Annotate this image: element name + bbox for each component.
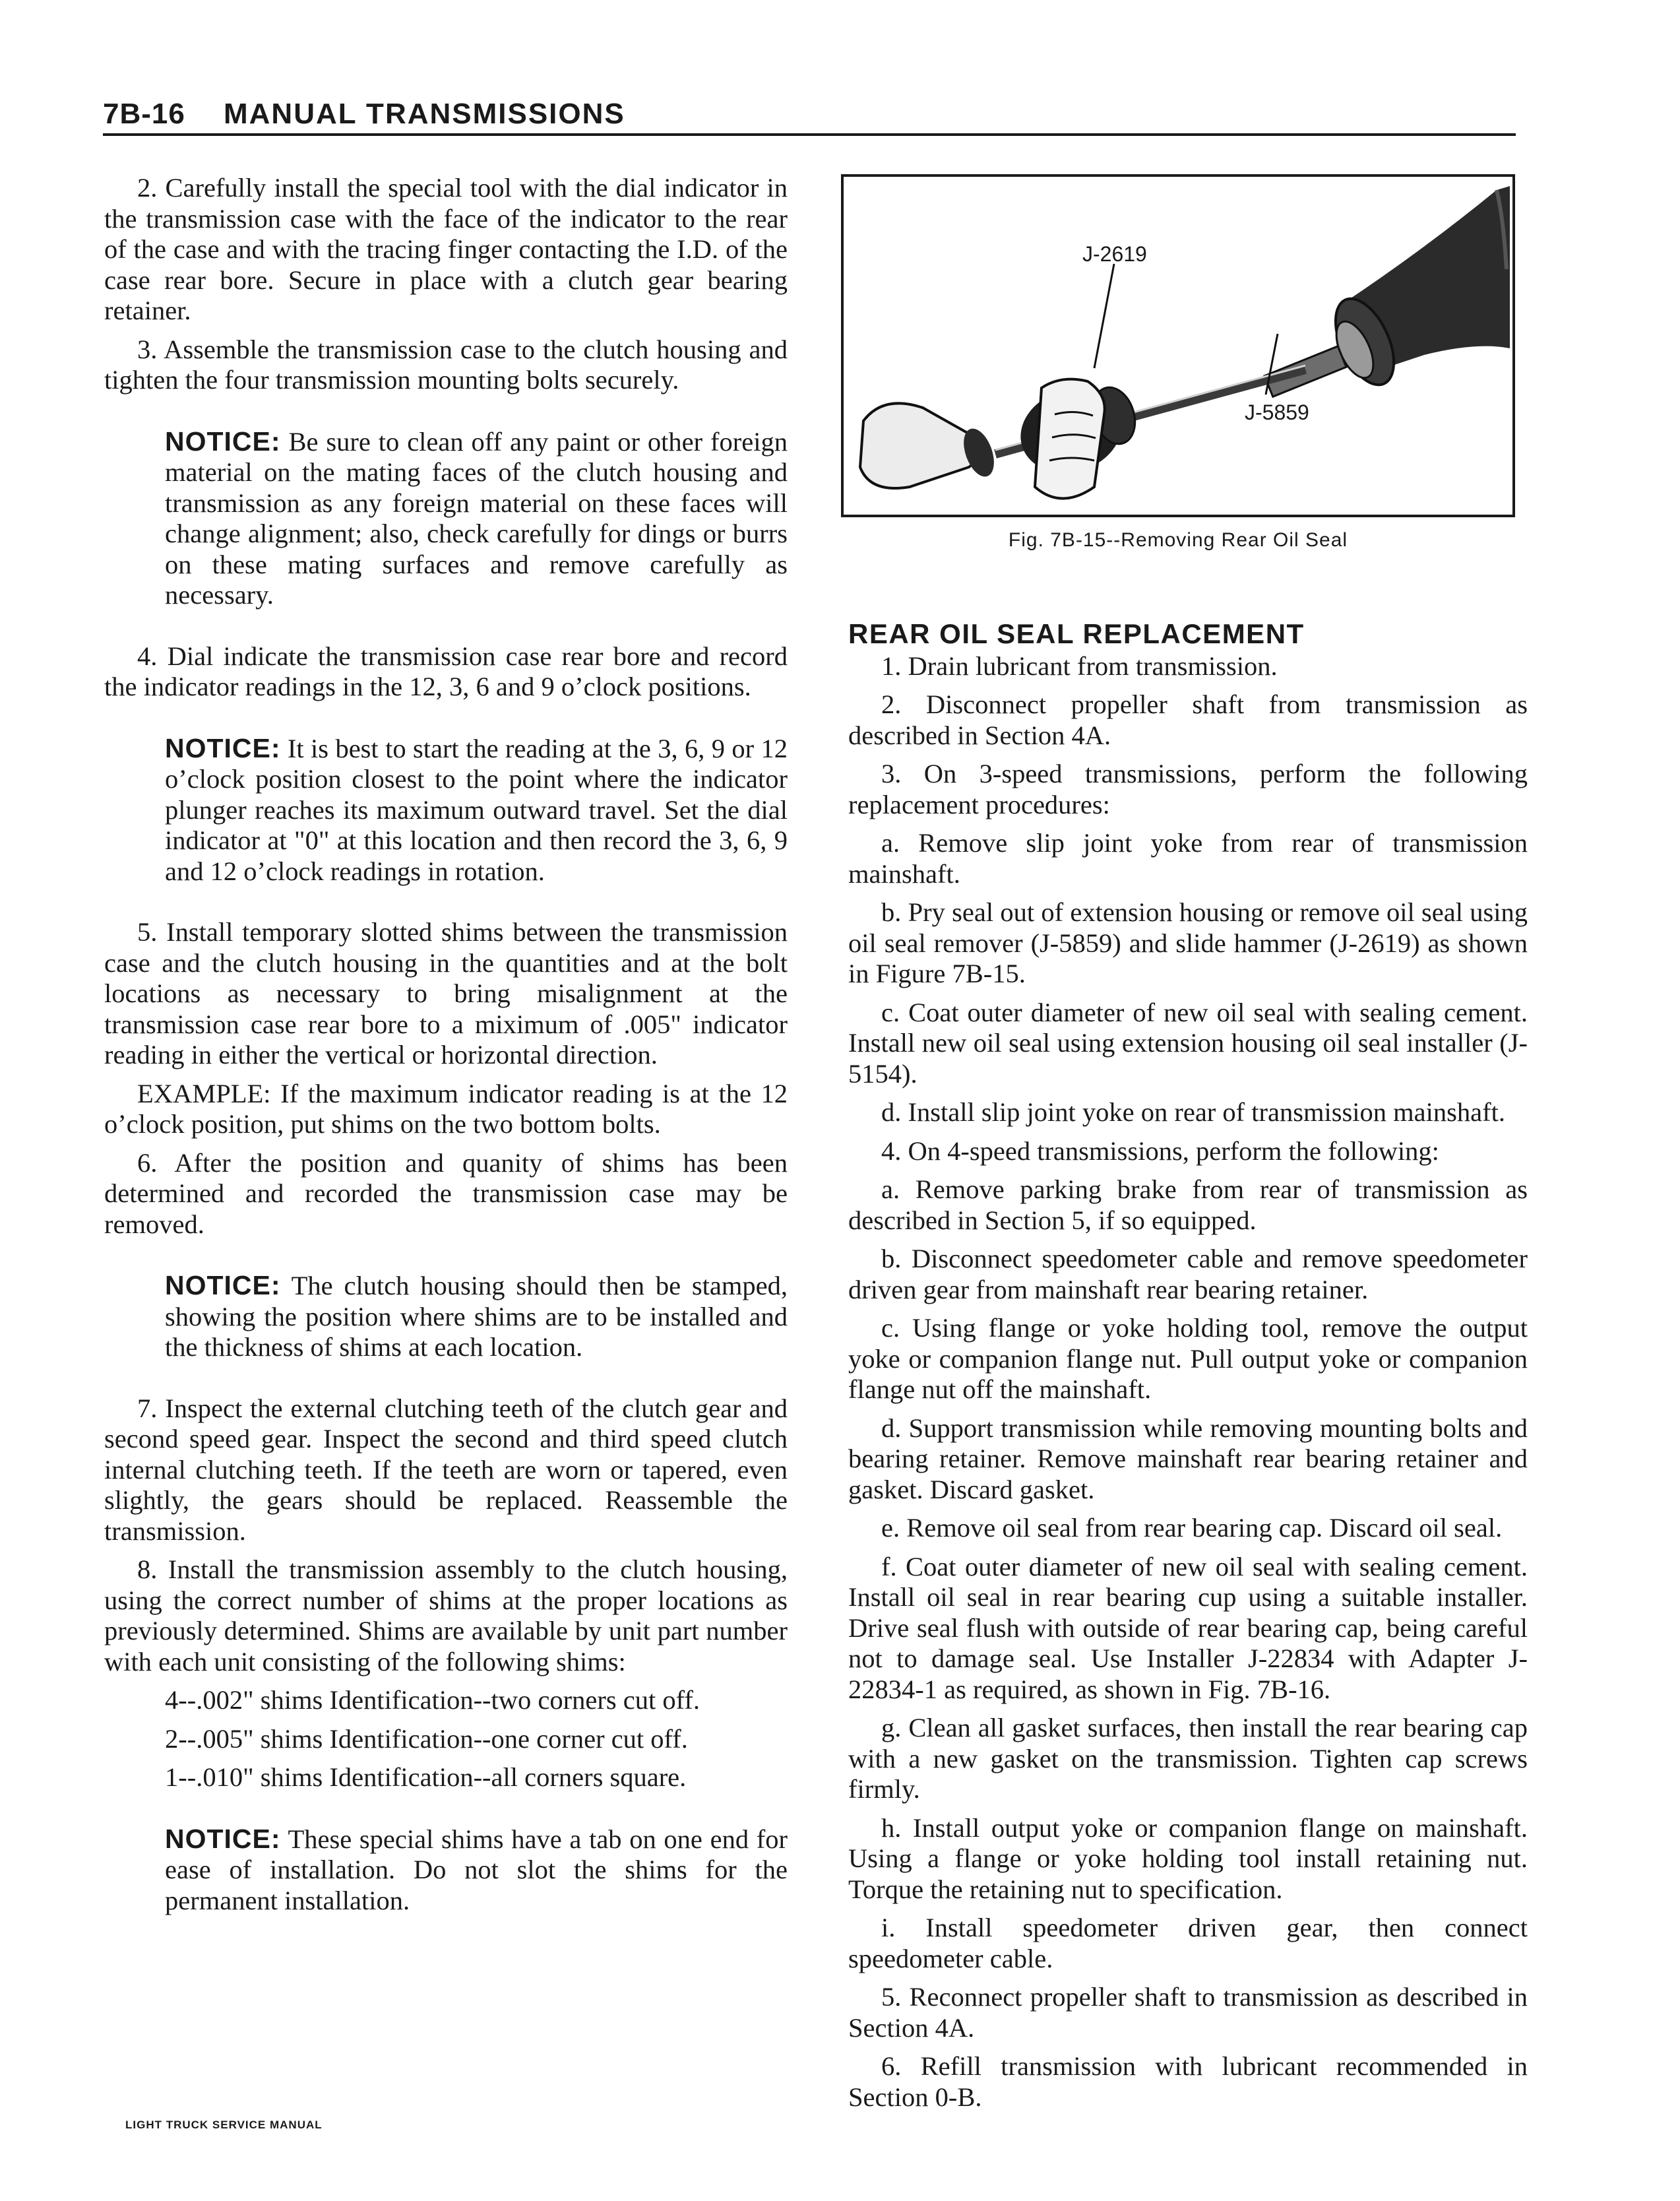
step: a. Remove parking brake from rear of transmission as described in Section 5, if so equipped. xyxy=(848,1174,1528,1235)
notice-label: NOTICE: xyxy=(165,1823,281,1854)
step: e. Remove oil seal from rear bearing cap. Discard oil seal. xyxy=(881,1513,1503,1543)
paragraph-step-7: 7. Inspect the external clutching teeth of the clutch gear and second speed gear. Inspect the second and third speed clutch internal clutching teeth. If the teeth are worn or tapered, even slightly, the gears should be replaced. Reassemble the transmission. xyxy=(104,1393,788,1546)
right-column xyxy=(848,619,1528,2113)
notice-stamping xyxy=(165,1270,788,1363)
step: d. Install slip joint yoke on rear of transmission mainshaft. xyxy=(881,1097,1505,1127)
notice-label: NOTICE: xyxy=(165,732,281,763)
step: 5. Reconnect propeller shaft to transmission as described in Section 4A. xyxy=(848,1982,1528,2043)
paragraph-step-2: 2. Carefully install the special tool with the dial indicator in the transmission case with the face of the indicator to the rear of the case and with the tracing finger contacting the I.D. of the case rear bore. Secure in place with a clutch gear bearing retainer. xyxy=(104,173,788,325)
shim-line: 1--.010" shims Identification--all corners square. xyxy=(165,1762,687,1792)
figure-caption: Fig. 7B-15--Removing Rear Oil Seal xyxy=(1008,529,1348,551)
notice-reading xyxy=(165,733,788,887)
step: f. Coat outer diameter of new oil seal with sealing cement. Install oil seal in rear bearing cup using a suitable installer. Drive seal flush with outside of rear bearing cap, being careful not to damage seal. Use Installer J-22834 with Adapter J-22834-1 as required, as shown in Fig. 7B-16. xyxy=(848,1551,1528,1704)
notice-paint xyxy=(165,426,788,611)
page-number: 7B-16 xyxy=(103,98,185,130)
step: d. Support transmission while removing mounting bolts and bearing retainer. Remove mainshaft rear bearing retainer and gasket. Discard gasket. xyxy=(848,1413,1528,1504)
step: 6. Refill transmission with lubricant recommended in Section 0-B. xyxy=(848,2051,1528,2112)
paragraph-step-8: 8. Install the transmission assembly to the clutch housing, using the correct number of shims at the proper locations as previously determined. Shims are available by unit part number with each unit consisting of the following shims: xyxy=(104,1554,788,1676)
step: 4. On 4-speed transmissions, perform the following: xyxy=(881,1135,1439,1166)
paragraph-step-3: 3. Assemble the transmission case to the clutch housing and tighten the four transmission mounting bolts securely. xyxy=(104,334,788,395)
notice-label: NOTICE: xyxy=(165,1270,281,1300)
notice-text: Be sure to clean off any paint or other foreign material on the mating faces of the clutch housing and transmission as any foreign material on these faces will change alignment; also, check carefully for dings or burrs on these mating surfaces and remove carefully as necessary. xyxy=(165,426,788,610)
step: c. Coat outer diameter of new oil seal with sealing cement. Install new oil seal using extension housing oil seal installer (J-5154). xyxy=(848,997,1528,1089)
left-column xyxy=(104,173,788,1946)
step: 1. Drain lubricant from transmission. xyxy=(881,651,1278,681)
step: g. Clean all gasket surfaces, then install the rear bearing cap with a new gasket on the transmission. Tighten cap screws firmly. xyxy=(848,1713,1528,1804)
page-footer: LIGHT TRUCK SERVICE MANUAL xyxy=(125,2119,323,2131)
section-heading: REAR OIL SEAL REPLACEMENT xyxy=(848,618,1305,649)
notice-shim-tab xyxy=(165,1824,788,1917)
step: i. Install speedometer driven gear, then connect speedometer cable. xyxy=(848,1913,1528,1973)
step: h. Install output yoke or companion flange on mainshaft. Using a flange or yoke holding tool install retaining nut. Torque the retaining nut to specification. xyxy=(848,1812,1528,1904)
step: c. Using flange or yoke holding tool, remove the output yoke or companion flange nut. Pull output yoke or companion flange nut off the mainshaft. xyxy=(848,1313,1528,1404)
label-slide-hammer: J-2619 xyxy=(1082,242,1147,266)
notice-text: The clutch housing should then be stamped, showing the position where shims are to be installed and the thickness of shims at each location. xyxy=(165,1271,788,1362)
notice-label: NOTICE: xyxy=(165,426,281,457)
step: a. Remove slip joint yoke from rear of transmission mainshaft. xyxy=(848,828,1528,889)
paragraph-step-4: 4. Dial indicate the transmission case rear bore and record the indicator readings in the 12, 3, 6 and 9 o’clock positions. xyxy=(104,641,788,701)
step: 2. Disconnect propeller shaft from transmission as described in Section 4A. xyxy=(848,689,1528,750)
paragraph-example: EXAMPLE: If the maximum indicator reading is at the 12 o’clock position, put shims on the two bottom bolts. xyxy=(104,1078,788,1139)
notice-text: It is best to start the reading at the 3, 6, 9 or 12 o’clock position closest to the point where the indicator plunger reaches its maximum outward travel. Set the dial indicator at "0" at this location and then record the 3, 6, 9 and 12 o’clock readings in rotation. xyxy=(165,733,788,886)
figure-illustration xyxy=(844,177,1512,515)
paragraph-step-6: 6. After the position and quanity of shims has been determined and recorded the transmission case may be removed. xyxy=(104,1147,788,1239)
label-oil-seal-remover: J-5859 xyxy=(1245,400,1309,424)
step: b. Disconnect speedometer cable and remove speedometer driven gear from mainshaft rear bearing retainer. xyxy=(848,1244,1528,1304)
figure-removing-rear-oil-seal xyxy=(841,174,1515,517)
shim-line: 4--.002" shims Identification--two corners cut off. xyxy=(165,1685,700,1715)
step: b. Pry seal out of extension housing or remove oil seal using oil seal remover (J-5859) and slide hammer (J-2619) as shown in Figure 7B-15. xyxy=(848,897,1528,988)
notice-text: These special shims have a tab on one end for ease of installation. Do not slot the shims for the permanent installation. xyxy=(165,1824,788,1915)
page-title: MANUAL TRANSMISSIONS xyxy=(224,98,625,130)
paragraph-step-5: 5. Install temporary slotted shims between the transmission case and the clutch housing in the quantities and at the bolt locations as necessary to bring misalignment at the transmission case rear bore to a miximum of .005" indicator reading in either the vertical or horizontal direction. xyxy=(104,917,788,1069)
page-header xyxy=(103,98,1516,136)
shim-line: 2--.005" shims Identification--one corner cut off. xyxy=(165,1723,688,1754)
step: 3. On 3-speed transmissions, perform the following replacement procedures: xyxy=(848,759,1528,819)
